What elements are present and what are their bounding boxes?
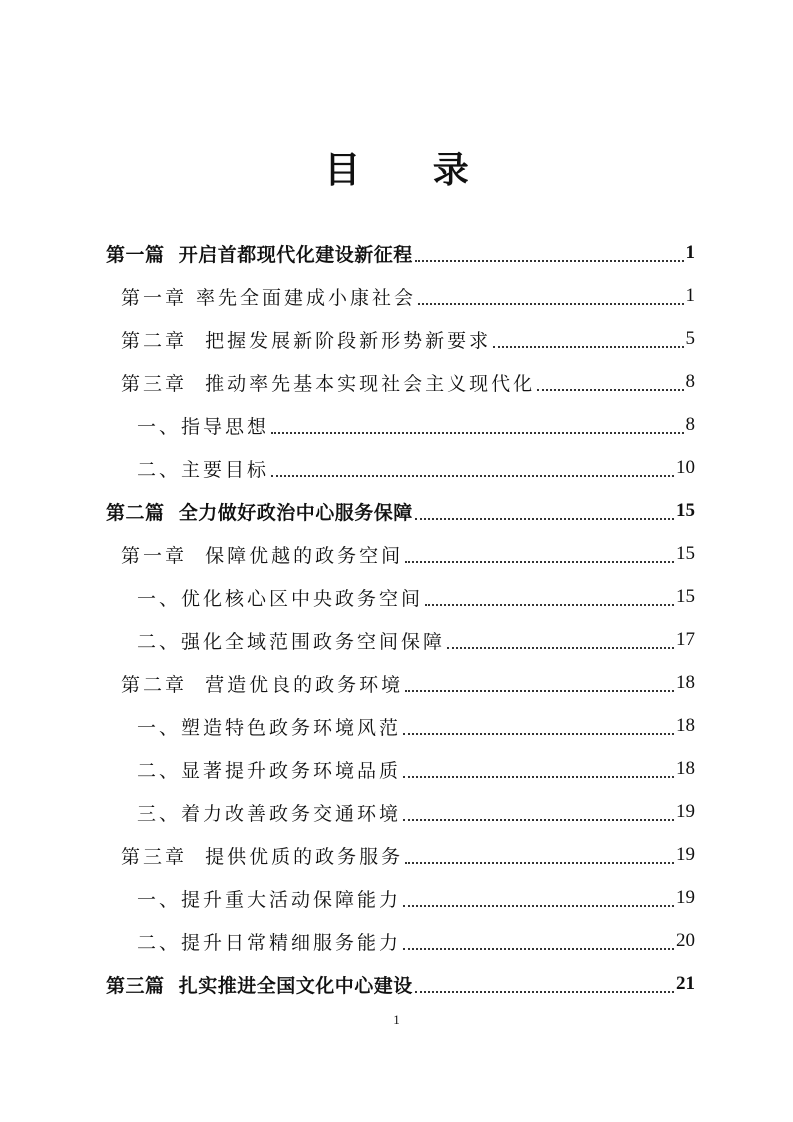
leader-dots <box>403 776 674 778</box>
leader-dots <box>405 690 674 692</box>
toc-entry-label: 二、提升日常精细服务能力 <box>137 931 402 954</box>
toc-entry-page: 18 <box>676 758 695 779</box>
toc-entry-section[interactable] <box>137 448 695 488</box>
toc-entry-section[interactable] <box>137 792 695 832</box>
toc-entry-page: 21 <box>676 973 695 994</box>
toc-entry-part[interactable] <box>106 491 695 531</box>
leader-dots <box>405 862 674 864</box>
toc-entry-label: 第三章 提供优质的政务服务 <box>121 845 404 868</box>
toc-entry-section[interactable] <box>137 405 695 445</box>
toc-entry-chapter[interactable] <box>121 534 695 574</box>
toc-entry-section[interactable] <box>137 749 695 789</box>
toc-entry-label: 第二章 营造优良的政务环境 <box>121 673 404 696</box>
toc-entry-label: 二、显著提升政务环境品质 <box>137 759 402 782</box>
toc-entry-section[interactable] <box>137 878 695 918</box>
toc-entry-section[interactable] <box>137 706 695 746</box>
leader-dots <box>415 260 684 262</box>
toc-entry-page: 8 <box>685 371 695 392</box>
leader-dots <box>415 991 674 993</box>
toc-entry-section[interactable] <box>137 921 695 961</box>
toc-entry-label: 二、强化全域范围政务空间保障 <box>137 630 446 653</box>
leader-dots <box>403 733 674 735</box>
leader-dots <box>403 905 674 907</box>
toc-entry-page: 1 <box>685 242 695 263</box>
leader-dots <box>447 647 674 649</box>
leader-dots <box>271 475 674 477</box>
toc-entry-label: 第二章 把握发展新阶段新形势新要求 <box>121 329 492 352</box>
toc-entry-page: 10 <box>676 457 695 478</box>
toc-entry-label: 第二篇 全力做好政治中心服务保障 <box>106 501 413 524</box>
leader-dots <box>415 518 674 520</box>
toc-entry-section[interactable] <box>137 577 695 617</box>
toc-entry-page: 1 <box>685 285 695 306</box>
toc-entry-page: 8 <box>685 414 695 435</box>
page-number: 1 <box>393 1012 400 1027</box>
toc-entry-chapter[interactable] <box>121 362 695 402</box>
toc-entry-page: 15 <box>676 586 695 607</box>
toc-entry-label: 一、优化核心区中央政务空间 <box>137 587 424 610</box>
leader-dots <box>493 346 683 348</box>
toc-entry-chapter[interactable] <box>121 276 695 316</box>
toc-entry-page: 19 <box>676 801 695 822</box>
leader-dots <box>403 819 674 821</box>
toc-entry-chapter[interactable] <box>121 319 695 359</box>
toc-entry-page: 15 <box>676 543 695 564</box>
toc-entry-label: 三、着力改善政务交通环境 <box>137 802 402 825</box>
toc-entry-label: 一、提升重大活动保障能力 <box>137 888 402 911</box>
toc-entry-part[interactable] <box>106 233 695 273</box>
toc-entry-label: 第一章 率先全面建成小康社会 <box>121 286 417 309</box>
leader-dots <box>405 561 674 563</box>
leader-dots <box>418 303 683 305</box>
toc-entry-page: 20 <box>676 930 695 951</box>
toc-entry-page: 18 <box>676 715 695 736</box>
toc-entry-page: 17 <box>676 629 695 650</box>
toc-entry-label: 二、主要目标 <box>137 458 270 481</box>
leader-dots <box>537 389 683 391</box>
toc-entry-page: 19 <box>676 887 695 908</box>
toc-entry-label: 一、塑造特色政务环境风范 <box>137 716 402 739</box>
toc-entry-chapter[interactable] <box>121 663 695 703</box>
toc-entry-part[interactable] <box>106 964 695 1004</box>
toc-entry-page: 19 <box>676 844 695 865</box>
toc-entry-page: 18 <box>676 672 695 693</box>
toc-entry-label: 第三章 推动率先基本实现社会主义现代化 <box>121 372 536 395</box>
toc-entry-page: 15 <box>676 500 695 521</box>
toc-entry-chapter[interactable] <box>121 835 695 875</box>
toc-entry-label: 一、指导思想 <box>137 415 270 438</box>
page-title: 目 录 <box>324 149 499 191</box>
toc-entry-label: 第三篇 扎实推进全国文化中心建设 <box>106 974 413 997</box>
toc-entry-label: 第一章 保障优越的政务空间 <box>121 544 404 567</box>
leader-dots <box>425 604 674 606</box>
toc-entry-page: 5 <box>685 328 695 349</box>
toc-entry-label: 第一篇 开启首都现代化建设新征程 <box>106 243 413 266</box>
leader-dots <box>403 948 674 950</box>
toc-entry-section[interactable] <box>137 620 695 660</box>
leader-dots <box>271 432 683 434</box>
